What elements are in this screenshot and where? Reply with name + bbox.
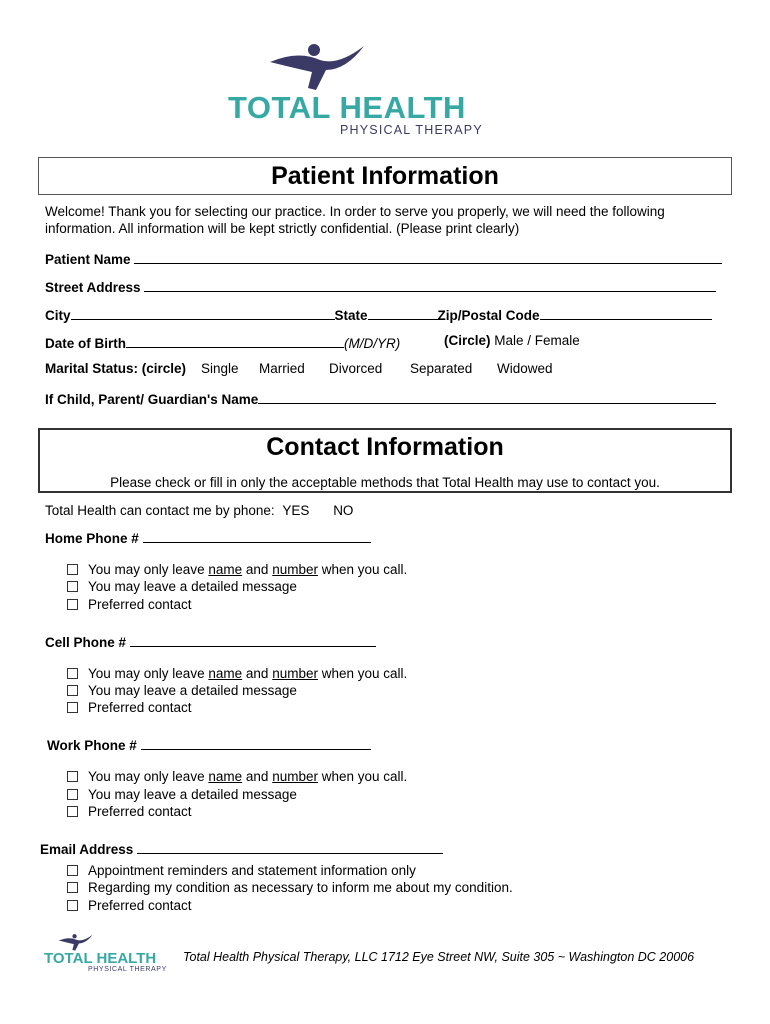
city-field[interactable] xyxy=(71,305,335,320)
footer-address: Total Health Physical Therapy, LLC 1712 Eye Street NW, Suite 305 ~ Washington DC 20006 xyxy=(183,950,695,964)
checkbox-icon[interactable] xyxy=(67,865,78,876)
checkbox-icon[interactable] xyxy=(67,564,78,575)
cell-phone-row xyxy=(45,632,376,650)
phone-consent-no[interactable]: NO xyxy=(333,503,354,518)
marital-option-single[interactable]: Single xyxy=(201,361,239,376)
patient-name-label: Patient Name xyxy=(45,252,131,267)
guardian-row xyxy=(45,389,716,407)
zip-field[interactable] xyxy=(540,305,712,320)
email-label: Email Address xyxy=(40,842,134,857)
street-address-label: Street Address xyxy=(45,280,141,295)
checkbox-icon[interactable] xyxy=(67,702,78,713)
city-row xyxy=(45,305,712,323)
gender-options[interactable]: Male / Female xyxy=(494,333,580,348)
state-field[interactable] xyxy=(368,305,438,320)
checkbox-icon[interactable] xyxy=(67,599,78,610)
work-opt-detailed[interactable]: You may leave a detailed message xyxy=(67,787,297,802)
dob-field[interactable] xyxy=(126,333,344,348)
intro-line-2: information. All information will be kept strictly confidential. (Please print clearly) xyxy=(45,221,520,236)
contact-info-subtitle: Please check or fill in only the acceptable methods that Total Health may use to contact you. xyxy=(110,475,660,490)
contact-info-title: Contact Information xyxy=(266,433,504,461)
gender-circle-label: (Circle) xyxy=(444,333,491,348)
cell-opt-detailed[interactable]: You may leave a detailed message xyxy=(67,683,297,698)
footer-logo-subtitle: PHYSICAL THERAPY xyxy=(88,966,167,973)
cell-opt-name-number[interactable]: You may only leave name and number when you call. xyxy=(67,666,407,681)
email-opt-preferred[interactable]: Preferred contact xyxy=(67,898,192,913)
zip-label: Zip/Postal Code xyxy=(437,308,540,323)
work-opt-name-number[interactable]: You may only leave name and number when you call. xyxy=(67,769,407,784)
checkbox-icon[interactable] xyxy=(67,882,78,893)
city-label: City xyxy=(45,308,71,323)
cell-phone-label: Cell Phone # xyxy=(45,635,127,650)
email-field[interactable] xyxy=(137,839,443,854)
patient-name-field[interactable] xyxy=(134,249,722,264)
home-opt-name-number[interactable]: You may only leave name and number when you call. xyxy=(67,562,407,577)
cell-opt-preferred[interactable]: Preferred contact xyxy=(67,700,192,715)
checkbox-icon[interactable] xyxy=(67,685,78,696)
checkbox-icon[interactable] xyxy=(67,581,78,592)
street-address-field[interactable] xyxy=(144,277,716,292)
home-phone-label: Home Phone # xyxy=(45,531,139,546)
marital-option-separated[interactable]: Separated xyxy=(410,361,473,376)
street-address-row xyxy=(45,277,716,295)
patient-info-header-box xyxy=(38,157,732,195)
cell-phone-field[interactable] xyxy=(130,632,376,647)
marital-status-label: Marital Status: (circle) xyxy=(45,361,187,376)
dob-label: Date of Birth xyxy=(45,336,126,351)
work-opt-preferred[interactable]: Preferred contact xyxy=(67,804,192,819)
gender-row xyxy=(444,333,580,348)
patient-info-title: Patient Information xyxy=(271,162,499,190)
dob-format: (M/D/YR) xyxy=(344,336,401,351)
state-label: State xyxy=(334,308,368,323)
checkbox-icon[interactable] xyxy=(67,668,78,679)
home-opt-preferred[interactable]: Preferred contact xyxy=(67,597,192,612)
phone-consent-label: Total Health can contact me by phone: xyxy=(45,503,275,518)
email-opt-condition[interactable]: Regarding my condition as necessary to inform me about my condition. xyxy=(67,880,513,895)
footer-figure-logo-icon xyxy=(58,932,94,952)
home-phone-row xyxy=(45,528,371,546)
contact-info-box xyxy=(38,428,732,493)
figure-logo-icon xyxy=(268,40,368,92)
logo-name: TOTAL HEALTH xyxy=(228,90,466,125)
work-phone-row xyxy=(47,735,371,753)
footer-logo-name: TOTAL HEALTH xyxy=(44,950,157,967)
guardian-field[interactable] xyxy=(258,389,716,404)
phone-consent-row xyxy=(45,503,353,518)
logo-subtitle: PHYSICAL THERAPY xyxy=(340,123,483,137)
marital-option-divorced[interactable]: Divorced xyxy=(329,361,383,376)
home-opt-detailed[interactable]: You may leave a detailed message xyxy=(67,579,297,594)
marital-option-married[interactable]: Married xyxy=(259,361,305,376)
footer-logo xyxy=(44,932,174,974)
dob-row xyxy=(45,333,400,351)
intro-line-1: Welcome! Thank you for selecting our practice. In order to serve you properly, we will need the following xyxy=(45,204,665,219)
phone-consent-yes[interactable]: YES xyxy=(282,503,310,518)
checkbox-icon[interactable] xyxy=(67,789,78,800)
work-phone-field[interactable] xyxy=(141,735,371,750)
guardian-label: If Child, Parent/ Guardian's Name xyxy=(45,392,259,407)
email-row xyxy=(40,839,443,857)
email-opt-reminders[interactable]: Appointment reminders and statement information only xyxy=(67,863,416,878)
logo xyxy=(228,40,528,140)
checkbox-icon[interactable] xyxy=(67,771,78,782)
home-phone-field[interactable] xyxy=(143,528,371,543)
patient-name-row xyxy=(45,249,722,267)
checkbox-icon[interactable] xyxy=(67,900,78,911)
marital-option-widowed[interactable]: Widowed xyxy=(497,361,553,376)
checkbox-icon[interactable] xyxy=(67,806,78,817)
work-phone-label: Work Phone # xyxy=(47,738,137,753)
